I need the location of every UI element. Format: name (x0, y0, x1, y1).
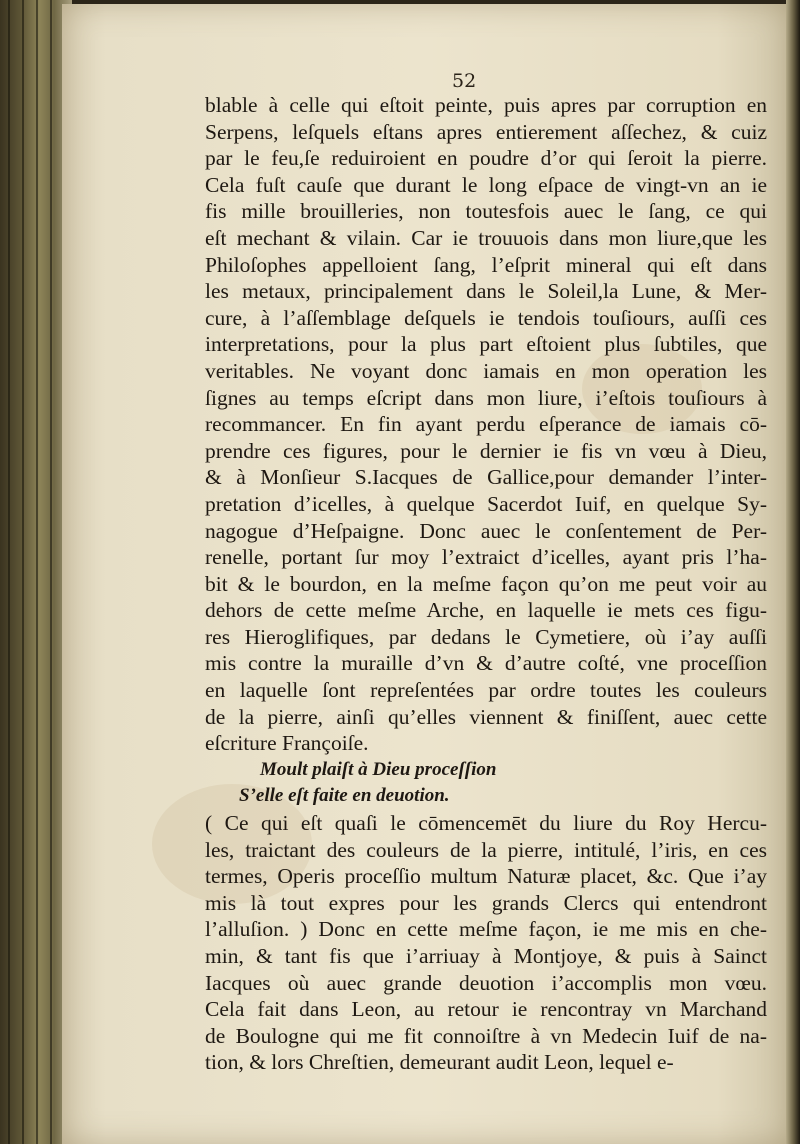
text-line: Cela fait dans Leon, au retour ie rencontray vn Marchand (205, 997, 767, 1022)
text-line: recommancer. En fin ayant perdu eſperance de iamais cō- (205, 412, 767, 437)
paragraph-continuation (205, 810, 767, 1076)
text-line: min, & tant fis que i’arriuay à Montjoye, & puis à Sainct (205, 944, 767, 968)
text-line: ſignes au temps eſcript dans mon liure, i’eſtois touſiours à (205, 385, 767, 410)
paragraph-main (205, 92, 767, 757)
text-line: pretation d’icelles, à quelque Sacerdot Iuif, en quelque Sy- (205, 491, 767, 516)
binding-edge-line (36, 0, 38, 1144)
text-line: tion, & lors Chreſtien, demeurant audit Leon, lequel e- (205, 1050, 674, 1075)
text-line: interpretations, pour la plus part eſtoient plus ſubtiles, que (205, 332, 767, 357)
text-line: Serpens, leſquels eſtans apres entierement aſſechez, & cuiz (205, 119, 767, 144)
text-line: & à Monſieur S.Iacques de Gallice,pour demander l’inter- (205, 465, 767, 490)
text-line: fis mille brouilleries, non toutesfois auec le ſang, ce qui (205, 199, 767, 224)
text-line: termes, Operis proceſſio multum Naturæ placet, &c. Que i’ay (205, 864, 767, 889)
text-line: Iacques où auec grande deuotion i’accomplis mon vœu. (205, 970, 767, 995)
text-line: l’alluſion. ) Donc en cette meſme façon, ie me mis en che- (205, 917, 767, 942)
text-line: Philoſophes appelloient ſang, l’eſprit mineral qui eſt dans (205, 252, 767, 277)
text-line: dehors de cette meſme Arche, en laquelle ie mets ces figu- (205, 598, 767, 623)
text-line: en laquelle ſont repreſentées par ordre toutes les couleurs (205, 678, 767, 703)
text-line: eſcriture Françoiſe. (205, 731, 369, 756)
text-line: de Boulogne qui me fit connoiſtre à vn Medecin Iuif de na- (205, 1023, 767, 1048)
text-line: les metaux, principalement dans le Soleil,la Lune, & Mer- (205, 279, 767, 304)
page-edge-shadow (786, 0, 800, 1144)
verse-line: S’elle eſt faite en deuotion. (239, 785, 450, 807)
text-line: res Hieroglifiques, par dedans le Cymetiere, où i’ay auſſi (205, 624, 767, 649)
binding-edge-line (8, 0, 10, 1144)
text-line: bit & le bourdon, en la meſme façon qu’on me peut voir au (205, 571, 767, 596)
text-line: Cela fuſt cauſe que durant le long eſpace de vingt-vn an ie (205, 172, 767, 197)
binding-edge-line (22, 0, 24, 1144)
text-line: nagogue d’Heſpaigne. Donc auec le conſentement de Per- (205, 518, 767, 543)
text-line: mis là tout expres pour les grands Clercs qui entendront (205, 890, 767, 915)
text-line: renelle, portant ſur moy l’extraict d’icelles, ayant pris l’ha- (205, 545, 767, 570)
text-line: par le feu,ſe reduiroient en poudre d’or qui ſeroit la pierre. (205, 146, 767, 171)
text-line: blable à celle qui eſtoit peinte, puis apres par corruption en (205, 93, 767, 117)
text-line: veritables. Ne voyant donc iamais en mon operation les (205, 358, 767, 383)
text-line: eſt mechant & vilain. Car ie trouuois dans mon liure,que les (205, 225, 767, 250)
text-line: de la pierre, ainſi qu’elles viennent & finiſſent, auec cette (205, 704, 767, 729)
page-number: 52 (452, 70, 477, 92)
body-text (205, 92, 767, 1076)
text-line: mis contre la muraille d’vn & d’autre coſté, vne proceſſion (205, 651, 767, 676)
text-line: ( Ce qui eſt quaſi le cōmencemēt du liure du Roy Hercu- (205, 811, 767, 836)
text-line: les, traictant des couleurs de la pierre, intitulé, l’iris, en ces (205, 837, 767, 862)
binding-edge-line (50, 0, 52, 1144)
verse-line: Moult plaiſt à Dieu proceſſion (260, 758, 497, 780)
text-line: cure, à l’aſſemblage deſquels ie tendois touſiours, auſſi ces (205, 305, 767, 330)
text-line: prendre ces figures, pour le dernier ie fis vn vœu à Dieu, (205, 438, 767, 463)
